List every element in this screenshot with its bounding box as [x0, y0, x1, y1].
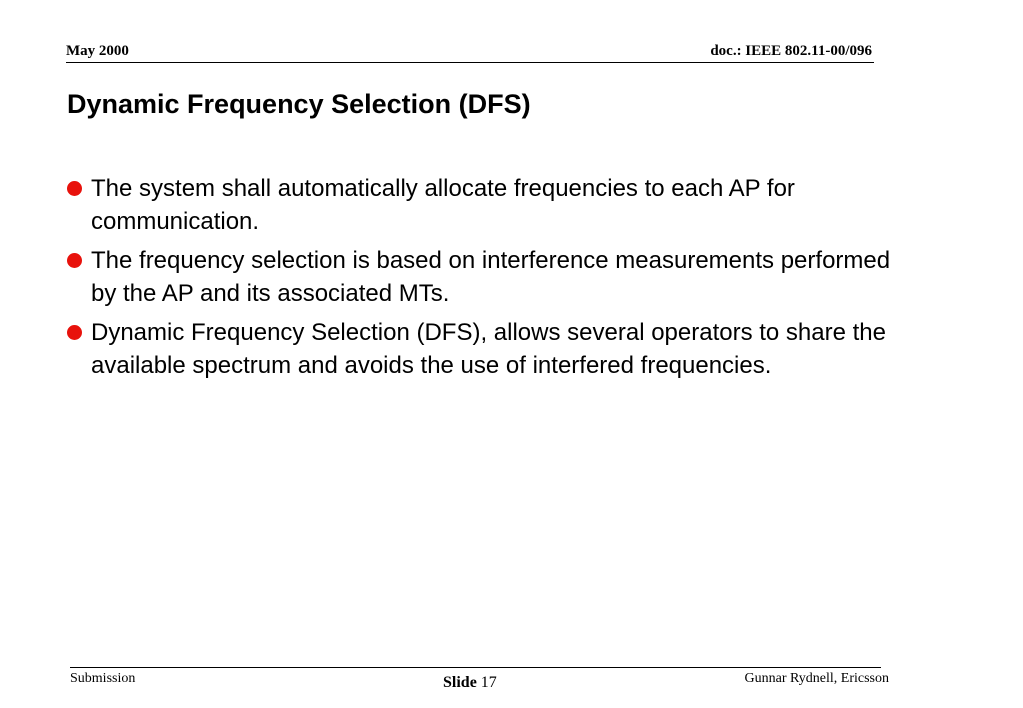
header-doc-id: doc.: IEEE 802.11-00/096 — [710, 43, 872, 59]
slide-number: 17 — [480, 674, 497, 691]
bullet-text: The frequency selection is based on interference measurements performed by the AP and its associated MTs. — [91, 247, 891, 307]
bullet-item — [67, 316, 917, 382]
footer-submission: Submission — [70, 671, 136, 686]
slide-label: Slide — [443, 674, 477, 691]
bullet-text: Dynamic Frequency Selection (DFS), allows several operators to share the available spectrum and avoids the use of interfered frequencies. — [91, 319, 886, 379]
bullet-text: The system shall automatically allocate frequencies to each AP for communication. — [91, 175, 795, 235]
slide-title: Dynamic Frequency Selection (DFS) — [67, 89, 531, 119]
bullet-dot-icon — [67, 181, 82, 196]
footer-divider — [70, 667, 881, 668]
bullet-list — [67, 172, 917, 388]
header-date: May 2000 — [66, 43, 129, 59]
bullet-dot-icon — [67, 325, 82, 340]
bullet-dot-icon — [67, 253, 82, 268]
bullet-item — [67, 244, 917, 310]
footer-slide-number — [443, 674, 497, 692]
header-divider — [66, 62, 874, 63]
footer-author: Gunnar Rydnell, Ericsson — [744, 671, 889, 686]
bullet-item — [67, 172, 917, 238]
